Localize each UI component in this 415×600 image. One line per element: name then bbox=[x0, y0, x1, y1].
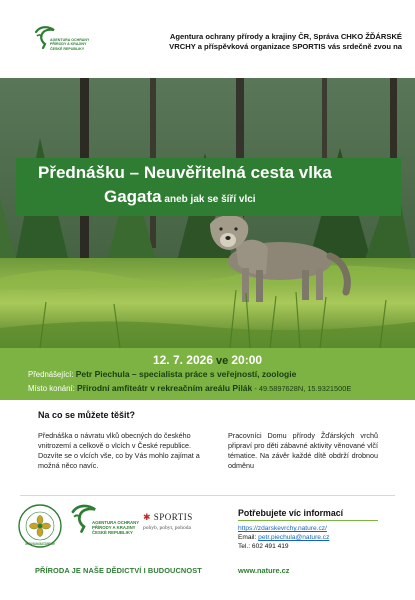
footer-divider bbox=[20, 495, 395, 496]
kids-activities-description: Pracovníci Domu přírody Žďárských vrchů připraví pro děti zábavné aktivity věnované vlčí tématice. Na závěr každé dítě obdrží drobnou odměnu bbox=[228, 431, 378, 470]
section-question: Na co se můžete těšit? bbox=[38, 410, 136, 420]
invitation-line-2: VRCHY a příspěvková organizace SPORTIS vás srdečně zvou na bbox=[169, 42, 402, 51]
title-subtitle: aneb jak se šíří vlci bbox=[161, 194, 256, 205]
footer-logo-text: AGENTURA OCHRANY PŘÍRODY A KRAJINY ČESKÉ REPUBLIKY bbox=[92, 520, 140, 536]
sportis-tagline: pohyb, pobyt, pohoda bbox=[143, 525, 191, 531]
seal-text: CHRÁNĚNÁ KRAJINNÁ OBLAST ŽĎÁRSKÉ VRCHY bbox=[25, 541, 56, 546]
title-wolf-name: Gagata bbox=[104, 187, 162, 206]
date-connector: ve bbox=[213, 355, 232, 367]
footer-slogan: PŘÍRODA JE NAŠE DĚDICTVÍ I BUDOUCNOST bbox=[35, 566, 202, 575]
speaker-line bbox=[28, 369, 408, 380]
contact-website-link[interactable]: https://zdarskevrchy.nature.cz/ bbox=[238, 525, 327, 532]
sportis-logo bbox=[143, 512, 223, 531]
header bbox=[0, 0, 415, 78]
wolf-photo bbox=[0, 78, 415, 348]
contact-underline bbox=[238, 520, 378, 521]
title-line-2 bbox=[104, 187, 256, 207]
venue-gps: - 49.5897628N, 15.9321500E bbox=[252, 384, 352, 393]
aopk-logo bbox=[34, 24, 98, 60]
contact-title: Potřebujete víc informací bbox=[238, 508, 344, 518]
venue-line bbox=[28, 383, 408, 394]
sportis-name bbox=[143, 512, 223, 523]
footer-website[interactable]: www.nature.cz bbox=[238, 566, 290, 575]
contact-email-link[interactable]: petr.piechula@nature.cz bbox=[258, 534, 330, 541]
chko-seal bbox=[17, 503, 63, 549]
invitation-line-1: Agentura ochrany přírody a krajiny ČR, Správa CHKO ŽĎÁRSKÉ bbox=[169, 32, 402, 41]
event-date: 12. 7. 2026 bbox=[152, 353, 213, 367]
contact-phone: Tel.: 602 491 419 bbox=[238, 543, 289, 550]
email-label: Email: bbox=[238, 534, 259, 541]
chko-seal-icon bbox=[17, 503, 63, 549]
logo-text: AGENTURA OCHRANY PŘÍRODY A KRAJINY ČESKÉ REPUBLIKY bbox=[50, 38, 90, 51]
event-date-time bbox=[0, 353, 415, 367]
event-time: 20:00 bbox=[231, 353, 263, 367]
lecture-description: Přednáška o návratu vlků obecných do českého vnitrozemí a celkově o vlcích v České republice. Dozvíte se o vlcích vše, co by Vás mohlo zajímat a možná něco navíc. bbox=[38, 431, 200, 470]
sportis-name-text: SPORTIS bbox=[153, 512, 193, 522]
contact-email-line bbox=[238, 534, 329, 542]
aopk-footer-logo bbox=[70, 502, 140, 552]
invitation-text bbox=[140, 32, 402, 52]
venue-name: Přírodní amfiteátr v rekreačním areálu Pilák bbox=[76, 383, 253, 393]
title-line-1: Přednášku – Neuvěřitelná cesta vlka bbox=[38, 163, 332, 182]
speaker-label: Přednášející: bbox=[28, 370, 76, 379]
venue-label: Místo konání: bbox=[28, 384, 77, 393]
title-banner bbox=[16, 158, 401, 216]
speaker-name: Petr Piechula – specialista práce s veřejností, zoologie bbox=[75, 369, 297, 379]
sportis-star-icon: ✱ bbox=[143, 512, 152, 522]
